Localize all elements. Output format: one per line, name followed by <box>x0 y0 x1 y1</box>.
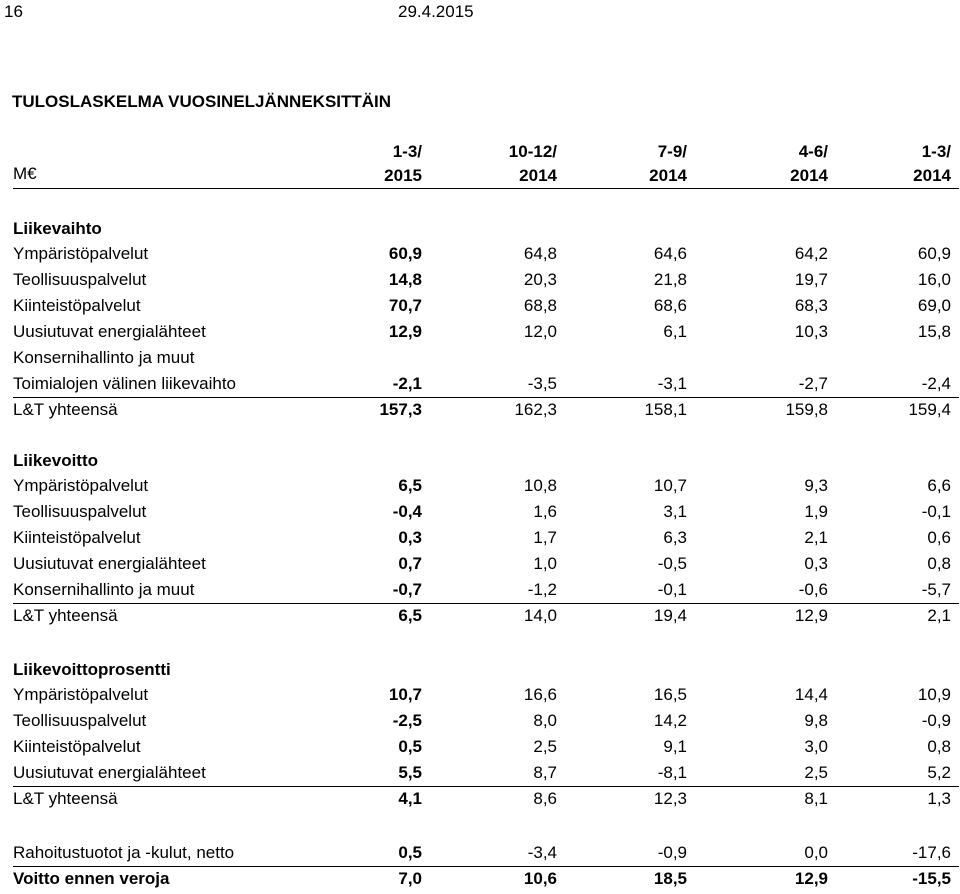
cell-value: 6,6 <box>927 476 951 495</box>
row-label: Konsernihallinto ja muut <box>13 580 195 599</box>
row-label: Rahoitustuotot ja -kulut, netto <box>13 843 235 862</box>
column-header: 1-3/ 2015 <box>384 142 422 185</box>
cell-value: 12,3 <box>653 789 687 808</box>
cell-value: 1,9 <box>804 502 828 521</box>
cell-value: 2,1 <box>804 528 828 547</box>
cell-value: 9,3 <box>804 476 828 495</box>
cell-value: 3,0 <box>804 737 828 756</box>
cell-value: 12,9 <box>794 869 828 888</box>
column-header: 1-3/ 2014 <box>913 142 951 185</box>
cell-value: 8,1 <box>804 789 828 808</box>
cell-value: -0,1 <box>657 580 687 599</box>
cell-value: -3,4 <box>527 843 557 862</box>
cell-value: 68,8 <box>523 296 557 315</box>
cell-value: -5,7 <box>921 580 951 599</box>
cell-value: 1,3 <box>927 789 951 808</box>
row-label: Teollisuuspalvelut <box>13 502 147 521</box>
row-label: Uusiutuvat energialähteet <box>13 554 206 573</box>
cell-value: -2,1 <box>392 374 422 393</box>
cell-value: 12,9 <box>388 322 422 341</box>
cell-value: 14,0 <box>523 606 557 625</box>
document-title: TULOSLASKELMA VUOSINELJÄNNEKSITTÄIN <box>12 92 392 111</box>
row-label: Konsernihallinto ja muut <box>13 348 195 367</box>
row-label: Ympäristöpalvelut <box>13 244 149 263</box>
cell-value: 8,7 <box>533 763 557 782</box>
cell-value: -3,5 <box>527 374 557 393</box>
unit-label: M€ <box>13 164 37 183</box>
cell-value: 1,6 <box>533 502 557 521</box>
cell-value: -0,5 <box>657 554 687 573</box>
table-row <box>13 293 959 319</box>
cell-value: 0,0 <box>804 843 828 862</box>
cell-value: -0,9 <box>657 843 687 862</box>
cell-value: 2,5 <box>804 763 828 782</box>
section-title: Liikevaihto <box>13 219 102 238</box>
cell-value: -1,2 <box>527 580 557 599</box>
row-label: Uusiutuvat energialähteet <box>13 763 206 782</box>
row-label: Teollisuuspalvelut <box>13 711 147 730</box>
section-title: Liikevoittoprosentti <box>13 660 171 679</box>
row-label: L&T yhteensä <box>13 400 118 419</box>
table-row <box>13 682 959 708</box>
row-label: Voitto ennen veroja <box>13 869 170 888</box>
cell-value: 10,6 <box>523 869 557 888</box>
cell-value: 64,6 <box>653 244 687 263</box>
cell-value: -0,6 <box>798 580 828 599</box>
cell-value: 162,3 <box>514 400 557 419</box>
cell-value: 64,2 <box>794 244 828 263</box>
cell-value: 6,5 <box>398 606 422 625</box>
cell-value: -0,7 <box>392 580 422 599</box>
table-row <box>13 371 959 398</box>
table-row <box>13 345 959 371</box>
cell-value: 0,5 <box>398 843 422 862</box>
cell-value: -2,7 <box>798 374 828 393</box>
row-label: Kiinteistöpalvelut <box>13 737 141 756</box>
table-row <box>13 577 959 604</box>
cell-value: -2,5 <box>392 711 422 730</box>
cell-value: 5,5 <box>398 763 422 782</box>
cell-value: 2,1 <box>927 606 951 625</box>
cell-value: 0,8 <box>927 554 951 573</box>
cell-value: 12,9 <box>794 606 828 625</box>
cell-value: 21,8 <box>653 270 687 289</box>
cell-value: 9,1 <box>663 737 687 756</box>
cell-value: 2,5 <box>533 737 557 756</box>
cell-value: 16,0 <box>917 270 951 289</box>
cell-value: 14,8 <box>388 270 422 289</box>
row-label: Kiinteistöpalvelut <box>13 528 141 547</box>
table-row <box>13 840 959 867</box>
cell-value: 0,3 <box>398 528 422 547</box>
cell-value: 4,1 <box>398 789 422 808</box>
cell-value: 1,0 <box>533 554 557 573</box>
column-header: 10-12/ 2014 <box>508 142 557 185</box>
column-header: 4-6/ 2014 <box>790 142 828 185</box>
cell-value: 10,3 <box>794 322 828 341</box>
cell-value: 1,7 <box>533 528 557 547</box>
cell-value: 20,3 <box>523 270 557 289</box>
cell-value: 7,0 <box>398 869 422 888</box>
cell-value: -15,5 <box>912 869 951 888</box>
cell-value: -3,1 <box>657 374 687 393</box>
cell-value: 60,9 <box>917 244 951 263</box>
cell-value: 9,8 <box>804 711 828 730</box>
cell-value: 5,2 <box>927 763 951 782</box>
cell-value: -0,1 <box>921 502 951 521</box>
page-date: 29.4.2015 <box>398 2 474 21</box>
cell-value: 10,7 <box>388 685 422 704</box>
table-row <box>13 319 959 345</box>
cell-value: 6,1 <box>663 322 687 341</box>
table-row <box>13 786 959 812</box>
cell-value: 10,7 <box>653 476 687 495</box>
cell-value: 15,8 <box>917 322 951 341</box>
cell-value: -8,1 <box>657 763 687 782</box>
cell-value: 69,0 <box>917 296 951 315</box>
cell-value: 0,7 <box>398 554 422 573</box>
table-row <box>13 760 959 787</box>
cell-value: 10,9 <box>917 685 951 704</box>
cell-value: 14,2 <box>653 711 687 730</box>
row-label: L&T yhteensä <box>13 789 118 808</box>
cell-value: 0,8 <box>927 737 951 756</box>
table-row <box>13 866 959 892</box>
row-label: Toimialojen välinen liikevaihto <box>13 374 237 393</box>
row-label: Ympäristöpalvelut <box>13 685 149 704</box>
page-number: 16 <box>4 2 23 21</box>
cell-value: 16,5 <box>653 685 687 704</box>
table-row <box>13 603 959 629</box>
table-row <box>13 551 959 577</box>
cell-value: 158,1 <box>644 400 687 419</box>
table-row <box>13 499 959 525</box>
cell-value: 8,6 <box>533 789 557 808</box>
cell-value: -17,6 <box>912 843 951 862</box>
cell-value: 6,3 <box>663 528 687 547</box>
cell-value: 0,3 <box>804 554 828 573</box>
table-row <box>13 397 959 423</box>
header-rule <box>13 188 959 189</box>
table-row <box>13 708 959 734</box>
cell-value: 16,6 <box>523 685 557 704</box>
row-label: Ympäristöpalvelut <box>13 476 149 495</box>
cell-value: 19,4 <box>653 606 687 625</box>
cell-value: -2,4 <box>921 374 951 393</box>
cell-value: 159,8 <box>785 400 828 419</box>
cell-value: 6,5 <box>398 476 422 495</box>
cell-value: 70,7 <box>388 296 422 315</box>
column-header: 7-9/ 2014 <box>649 142 687 185</box>
row-label: Uusiutuvat energialähteet <box>13 322 206 341</box>
table-row <box>13 473 959 499</box>
cell-value: 8,0 <box>533 711 557 730</box>
cell-value: 157,3 <box>379 400 422 419</box>
row-label: Kiinteistöpalvelut <box>13 296 141 315</box>
table-row <box>13 241 959 267</box>
table-row <box>13 267 959 293</box>
cell-value: 0,6 <box>927 528 951 547</box>
row-label: L&T yhteensä <box>13 606 118 625</box>
cell-value: 14,4 <box>794 685 828 704</box>
cell-value: -0,4 <box>392 502 422 521</box>
cell-value: 68,6 <box>653 296 687 315</box>
cell-value: 3,1 <box>663 502 687 521</box>
section-title: Liikevoitto <box>13 451 99 470</box>
row-label: Teollisuuspalvelut <box>13 270 147 289</box>
table-row <box>13 525 959 551</box>
table-row <box>13 734 959 760</box>
cell-value: 64,8 <box>523 244 557 263</box>
cell-value: 19,7 <box>794 270 828 289</box>
cell-value: 0,5 <box>398 737 422 756</box>
cell-value: 12,0 <box>523 322 557 341</box>
cell-value: 159,4 <box>908 400 951 419</box>
cell-value: 68,3 <box>794 296 828 315</box>
cell-value: -0,9 <box>921 711 951 730</box>
page-header <box>0 0 960 24</box>
cell-value: 10,8 <box>523 476 557 495</box>
cell-value: 18,5 <box>653 869 687 888</box>
cell-value: 60,9 <box>388 244 422 263</box>
